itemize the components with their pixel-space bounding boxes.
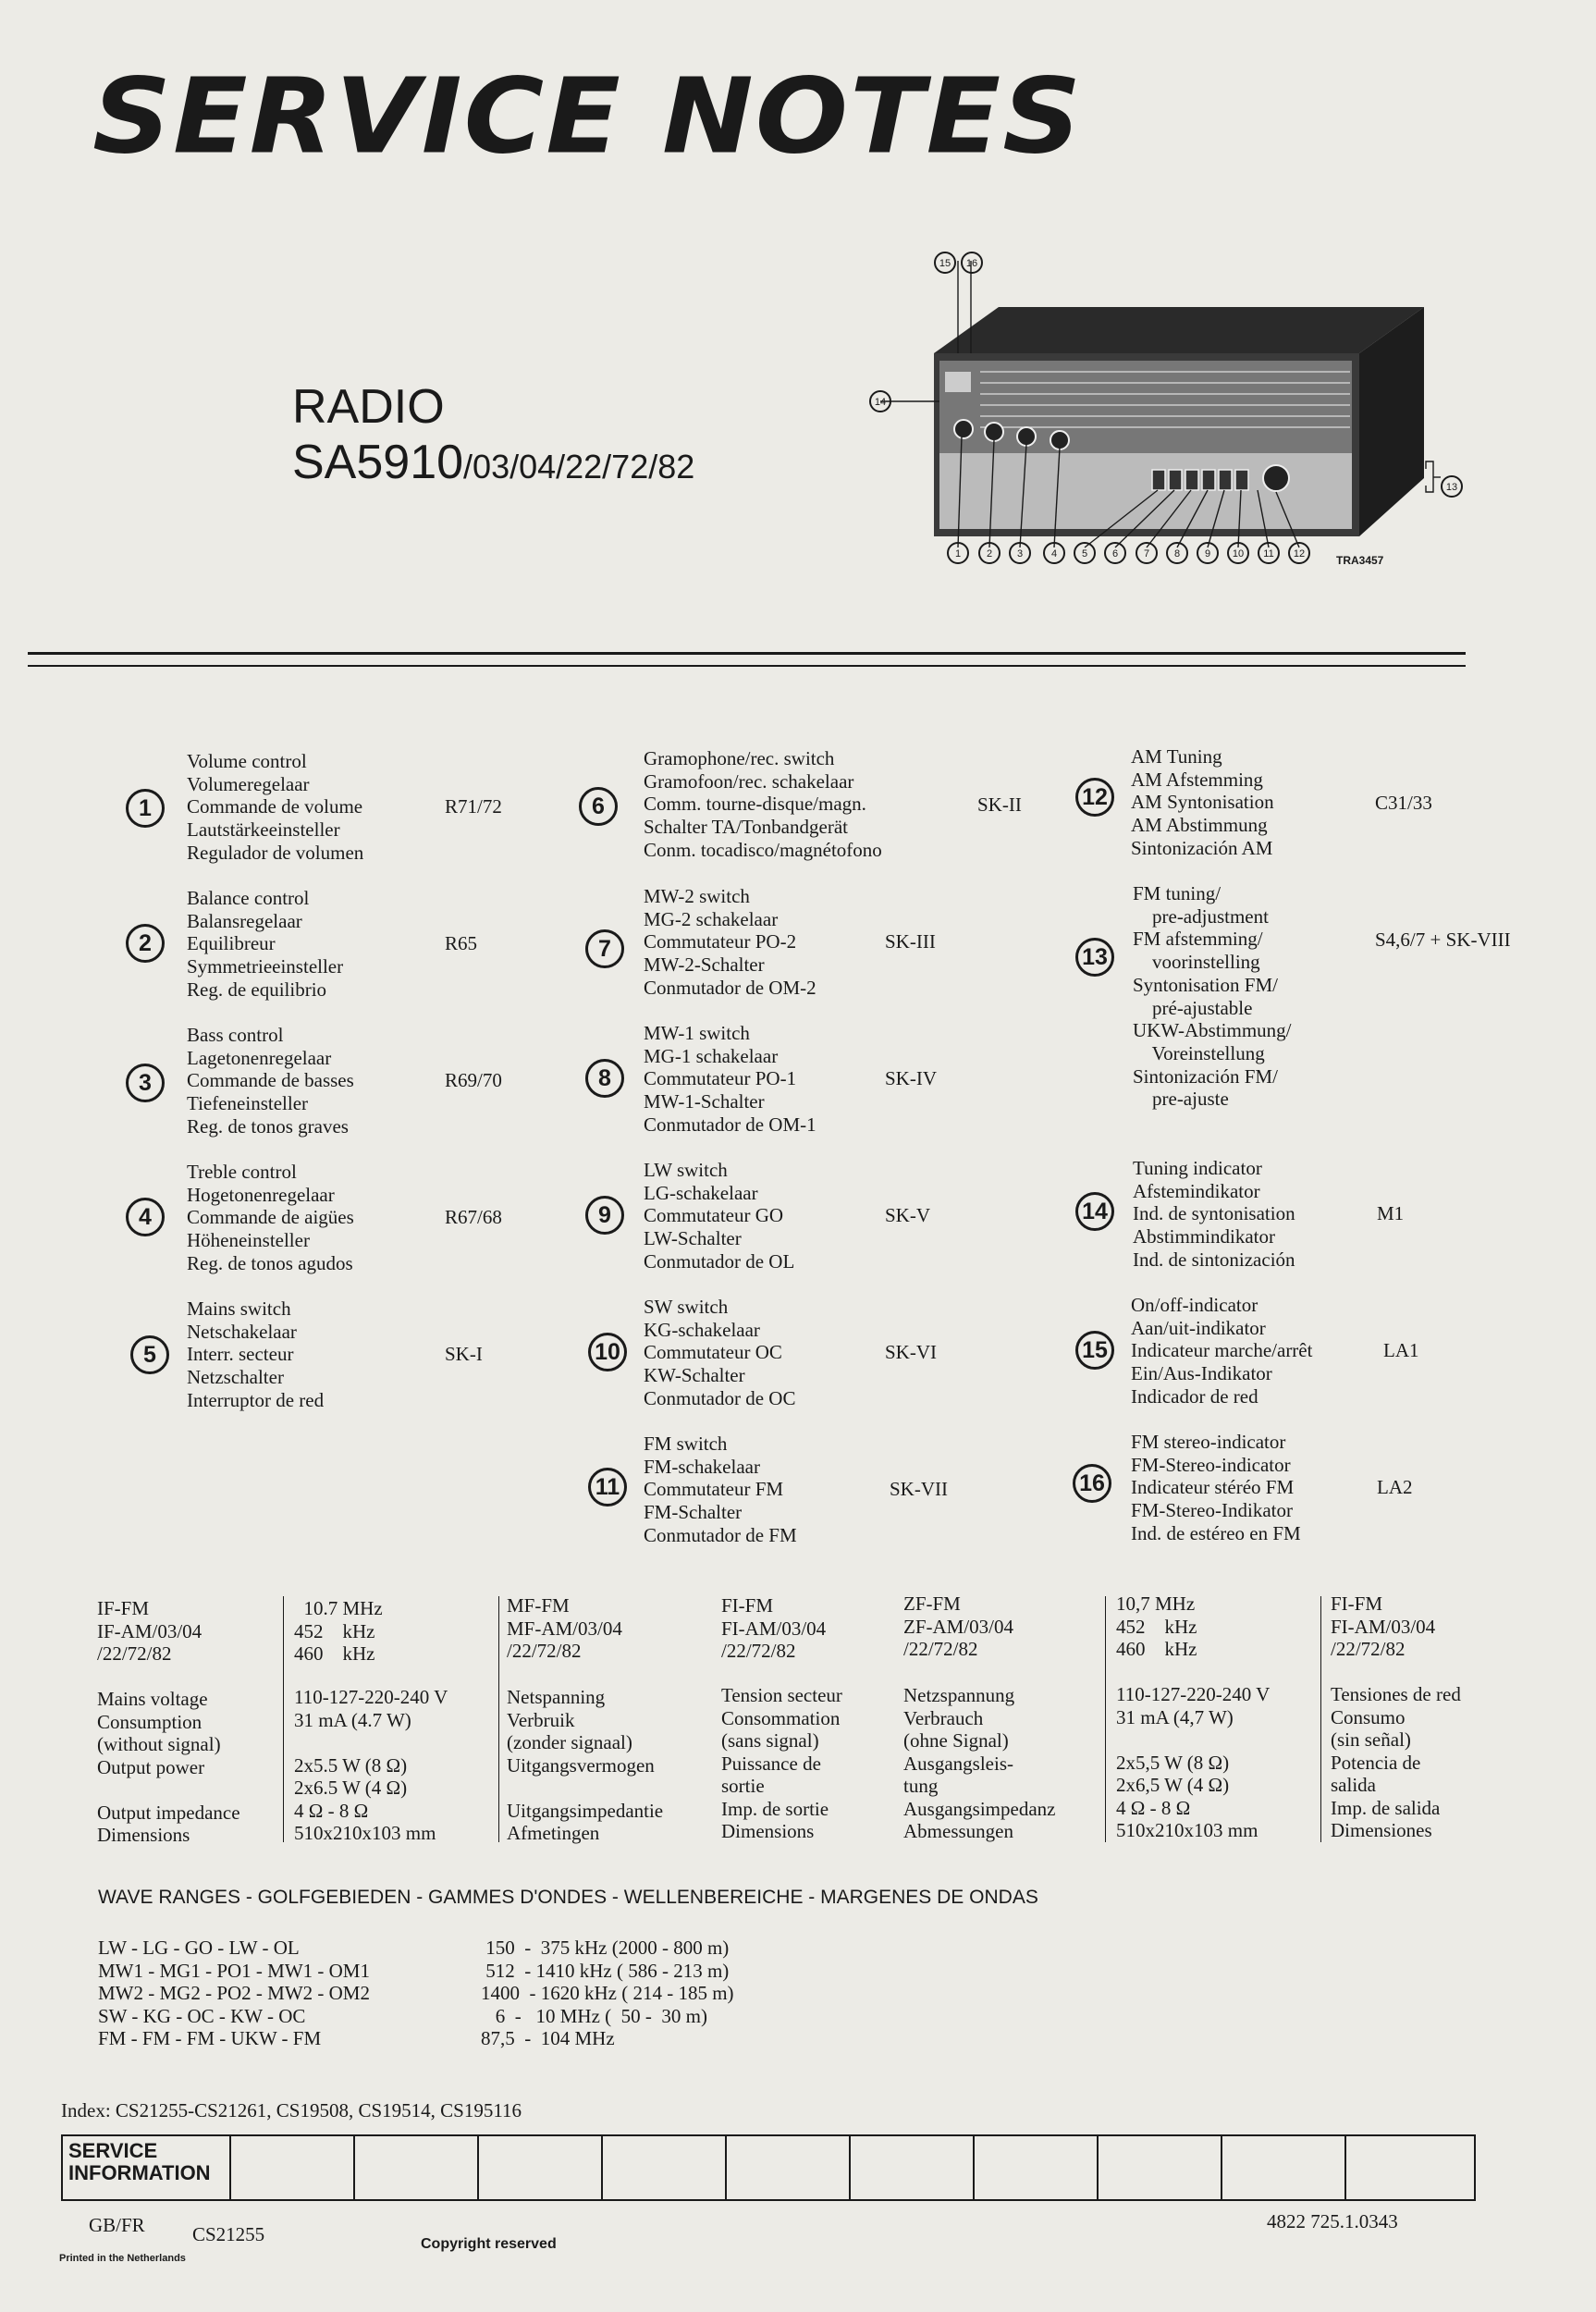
control-desc-16: FM stereo-indicator FM-Stereo-indicator Indicateur stéréo FM FM-Stereo-Indikator Ind. de estéreo en FM — [1131, 1431, 1301, 1544]
footer-cell — [727, 2136, 851, 2199]
tech-if-col7: FI-FM FI-AM/03/04 /22/72/82 — [1331, 1593, 1436, 1660]
part-number: 4822 725.1.0343 — [1267, 2210, 1398, 2232]
model-number — [292, 435, 694, 490]
tech-if-col1: IF-FM IF-AM/03/04 /22/72/82 — [97, 1597, 203, 1665]
control-number-3: 3 — [126, 1064, 165, 1102]
footer-cell — [975, 2136, 1099, 2199]
copyright: Copyright reserved — [421, 2236, 557, 2252]
service-info-label: SERVICE INFORMATION — [68, 2139, 211, 2184]
figure-label: TRA3457 — [1336, 554, 1384, 567]
callout-13: 13 — [1445, 482, 1458, 493]
callout-8: 8 — [1173, 548, 1181, 560]
tech-if-col3: MF-FM MF-AM/03/04 /22/72/82 — [507, 1594, 622, 1662]
wave-band-names: LW - LG - GO - LW - OL MW1 - MG1 - PO1 - MW1 - OM1 MW2 - MG2 - PO2 - MW2 - OM2 SW - KG - OC - KW - OC FM - FM - FM - UKW - FM — [98, 1937, 370, 2049]
printed-in: Printed in the Netherlands — [59, 2253, 186, 2264]
callout-10: 10 — [1232, 548, 1245, 560]
callout-7: 7 — [1143, 548, 1150, 560]
footer-cell — [851, 2136, 975, 2199]
control-number-6: 6 — [579, 787, 618, 826]
control-code-1: R71/72 — [445, 795, 502, 818]
footer-cell — [1346, 2136, 1474, 2199]
tech-if-col4: FI-FM FI-AM/03/04 /22/72/82 — [721, 1594, 827, 1662]
footer-cell — [355, 2136, 479, 2199]
control-desc-1: Volume control Volumeregelaar Commande de volume Lautstärkeeinsteller Regulador de volumen — [187, 750, 364, 864]
control-code-3: R69/70 — [445, 1069, 502, 1091]
control-code-9: SK-V — [885, 1204, 931, 1226]
control-number-15: 15 — [1075, 1331, 1114, 1370]
callout-3: 3 — [1016, 548, 1024, 560]
control-desc-4: Treble control Hogetonenregelaar Commande de aigües Höheneinsteller Reg. de tonos agudos — [187, 1161, 354, 1274]
language-code: GB/FR — [89, 2214, 145, 2236]
control-number-5: 5 — [130, 1335, 169, 1374]
callout-14: 14 — [874, 397, 887, 408]
tech-divider-1 — [283, 1596, 284, 1842]
footer-cell — [479, 2136, 603, 2199]
control-code-8: SK-IV — [885, 1067, 937, 1089]
wave-ranges-heading: WAVE RANGES - GOLFGEBIEDEN - GAMMES D'ONDES - WELLENBEREICHE - MARGENES DE ONDAS — [98, 1887, 1038, 1908]
divider-bottom — [28, 665, 1466, 667]
control-number-8: 8 — [585, 1059, 624, 1098]
callout-12: 12 — [1293, 548, 1306, 560]
callout-6: 6 — [1111, 548, 1119, 560]
control-code-13: S4,6/7 + SK-VIII — [1375, 928, 1511, 951]
control-code-5: SK-I — [445, 1343, 483, 1365]
tech-col1: Mains voltage Consumption (without signal) Output power Output impedance Dimensions — [97, 1688, 240, 1846]
control-desc-15: On/off-indicator Aan/uit-indikator Indicateur marche/arrêt Ein/Aus-Indikator Indicador de red — [1131, 1294, 1313, 1408]
callout-2: 2 — [986, 548, 993, 560]
control-number-11: 11 — [588, 1468, 627, 1506]
control-code-15: LA1 — [1383, 1339, 1419, 1361]
control-desc-9: LW switch LG-schakelaar Commutateur GO LW-Schalter Conmutador de OL — [644, 1159, 795, 1273]
document-code: CS21255 — [192, 2223, 265, 2245]
callout-16: 16 — [965, 258, 978, 269]
index-line: Index: CS21255-CS21261, CS19508, CS19514, CS195116 — [61, 2099, 522, 2121]
tech-if-col5: ZF-FM ZF-AM/03/04 /22/72/82 — [903, 1593, 1014, 1660]
control-number-1: 1 — [126, 789, 165, 828]
control-number-12: 12 — [1075, 778, 1114, 817]
control-code-10: SK-VI — [885, 1341, 937, 1363]
footer-cell — [1099, 2136, 1222, 2199]
control-number-7: 7 — [585, 929, 624, 968]
footer-cell — [1222, 2136, 1346, 2199]
control-desc-13: FM tuning/ pre-adjustment FM afstemming/ voorinstelling Syntonisation FM/ pré-ajustable UKW-Abstimmung/ Voreinstellung Sintonización FM/ pre-ajuste — [1133, 882, 1292, 1111]
control-code-4: R67/68 — [445, 1206, 502, 1228]
tech-col7: Tensiones de red Consumo (sin señal) Potencia de salida Imp. de salida Dimensiones — [1331, 1683, 1461, 1841]
tech-divider-4 — [1320, 1596, 1321, 1842]
control-desc-8: MW-1 switch MG-1 schakelaar Commutateur PO-1 MW-1-Schalter Conmutador de OM-1 — [644, 1022, 816, 1136]
model-main: SA5910 — [292, 436, 464, 489]
tech-if-col6: 10,7 MHz 452 kHz 460 kHz — [1116, 1593, 1197, 1660]
control-code-6: SK-II — [977, 793, 1022, 816]
control-desc-14: Tuning indicator Afstemindikator Ind. de syntonisation Abstimmindikator Ind. de sintonización — [1133, 1157, 1295, 1271]
callout-4: 4 — [1050, 548, 1058, 560]
tech-if-col2: 10.7 MHz 452 kHz 460 kHz — [294, 1597, 383, 1665]
control-desc-5: Mains switch Netschakelaar Interr. secteur Netzschalter Interruptor de red — [187, 1297, 325, 1411]
callout-9: 9 — [1204, 548, 1211, 560]
footer-cell — [603, 2136, 727, 2199]
tech-col4: Tension secteur Consommation (sans signal) Puissance de sortie Imp. de sortie Dimensions — [721, 1684, 842, 1842]
control-code-7: SK-III — [885, 930, 936, 953]
tech-col3: Netspanning Verbruik (zonder signaal) Uitgangsvermogen Uitgangsimpedantie Afmetingen — [507, 1686, 664, 1844]
callout-5: 5 — [1081, 548, 1088, 560]
footer-cell — [231, 2136, 355, 2199]
model-suffix: /03/04/22/72/82 — [463, 448, 695, 486]
control-number-16: 16 — [1073, 1464, 1111, 1503]
control-desc-10: SW switch KG-schakelaar Commutateur OC KW-Schalter Conmutador de OC — [644, 1296, 796, 1409]
tech-col6: 110-127-220-240 V 31 mA (4,7 W) 2x5,5 W (8 Ω) 2x6,5 W (4 Ω) 4 Ω - 8 Ω 510x210x103 mm — [1116, 1683, 1271, 1841]
callout-15: 15 — [939, 258, 951, 269]
control-desc-12: AM Tuning AM Afstemming AM Syntonisation AM Abstimmung Sintonización AM — [1131, 745, 1274, 859]
control-number-9: 9 — [585, 1196, 624, 1235]
tech-col5: Netzspannung Verbrauch (ohne Signal) Ausgangsleis- tung Ausgangsimpedanz Abmessungen — [903, 1684, 1056, 1842]
control-desc-7: MW-2 switch MG-2 schakelaar Commutateur PO-2 MW-2-Schalter Conmutador de OM-2 — [644, 885, 816, 999]
control-code-16: LA2 — [1377, 1476, 1413, 1498]
control-number-10: 10 — [588, 1333, 627, 1371]
tech-divider-3 — [1105, 1596, 1106, 1842]
control-desc-6: Gramophone/rec. switch Gramofoon/rec. schakelaar Comm. tourne-disque/magn. Schalter TA/Tonbandgerät Conm. tocadisco/magnétofono — [644, 747, 882, 861]
control-number-4: 4 — [126, 1198, 165, 1236]
divider-top — [28, 652, 1466, 655]
control-desc-11: FM switch FM-schakelaar Commutateur FM FM-Schalter Conmutador de FM — [644, 1433, 797, 1546]
service-info-cell — [63, 2136, 231, 2199]
wave-band-values: 150 - 375 kHz (2000 - 800 m) 512 - 1410 kHz ( 586 - 213 m) 1400 - 1620 kHz ( 214 - 185 m) 6 - 10 MHz ( 50 - 30 m) 87,5 - 104 MHz — [481, 1937, 734, 2049]
control-desc-2: Balance control Balansregelaar Equilibreur Symmetrieeinsteller Reg. de equilibrio — [187, 887, 344, 1001]
control-desc-3: Bass control Lagetonenregelaar Commande de basses Tiefeneinsteller Reg. de tonos graves — [187, 1024, 354, 1138]
tech-divider-2 — [498, 1596, 499, 1842]
control-number-14: 14 — [1075, 1192, 1114, 1231]
radio-illustration — [860, 242, 1470, 584]
callout-11: 11 — [1263, 548, 1274, 560]
control-code-11: SK-VII — [890, 1478, 948, 1500]
service-info-box — [61, 2134, 1476, 2201]
control-code-12: C31/33 — [1375, 792, 1432, 814]
control-code-14: M1 — [1377, 1202, 1405, 1224]
control-number-2: 2 — [126, 924, 165, 963]
control-number-13: 13 — [1075, 938, 1114, 977]
page-title: SERVICE NOTES — [92, 55, 1084, 178]
callout-1: 1 — [954, 548, 962, 560]
control-code-2: R65 — [445, 932, 478, 954]
product-type: RADIO — [292, 380, 445, 434]
tech-col2: 110-127-220-240 V 31 mA (4.7 W) 2x5.5 W (8 Ω) 2x6.5 W (4 Ω) 4 Ω - 8 Ω 510x210x103 mm — [294, 1686, 448, 1844]
